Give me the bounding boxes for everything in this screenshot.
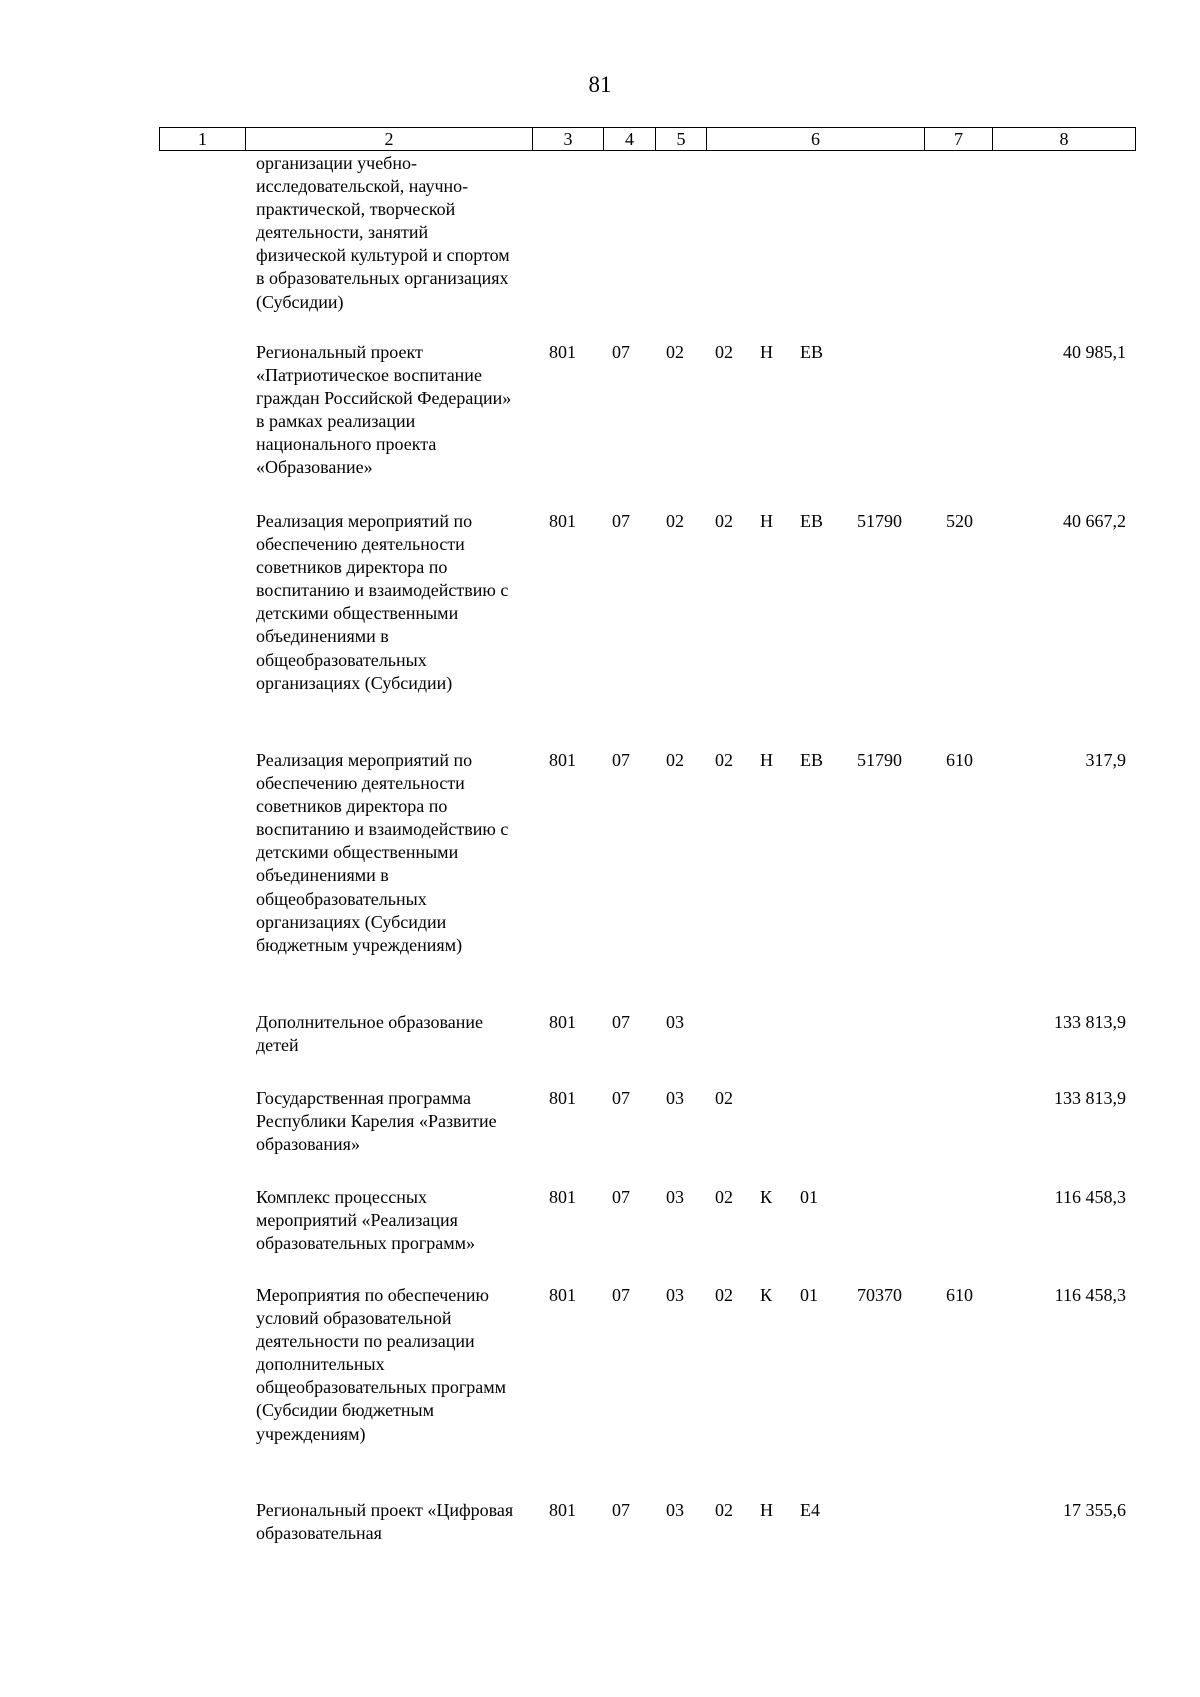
cell-admin-code: 801 (549, 342, 576, 362)
cell-direction: 70370 (857, 1285, 902, 1305)
table-header (159, 127, 1136, 151)
cell-section: 07 (612, 1187, 630, 1207)
cell-subsection: 03 (666, 1088, 684, 1108)
cell-program: 02 (715, 750, 733, 770)
row-description: Региональный проект «Патриотическое воспитание граждан Российской Федерации» в рамках реализации национального проекта «Образование» (256, 342, 512, 478)
cell-subprogram: К (760, 1187, 773, 1207)
cell-expense-type: 520 (946, 511, 973, 531)
cell-admin-code: 801 (549, 1285, 576, 1305)
cell-amount: 317,9 (1085, 750, 1126, 770)
cell-admin-code: 801 (549, 1012, 576, 1032)
cell-project: ЕВ (800, 511, 824, 531)
row-description: Реализация мероприятий по обеспечению деятельности советников директора по воспитанию и взаимодействию с детскими общественными объединениями в общеобразовательных организациях (Субсидии) (256, 511, 509, 693)
cell-project: ЕВ (800, 342, 824, 362)
cell-subsection: 03 (666, 1285, 684, 1305)
cell-subprogram: Н (760, 1500, 773, 1520)
page-number: 81 (588, 72, 612, 97)
cell-expense-type: 610 (946, 750, 973, 770)
row-description: Мероприятия по обеспечению условий образовательной деятельности по реализации дополнительных общеобразовательных программ (Субсидии бюджетным учреждениям) (256, 1285, 507, 1444)
cell-amount: 40 985,1 (1063, 342, 1126, 362)
header-col-6: 6 (707, 128, 925, 150)
cell-admin-code: 801 (549, 1500, 576, 1520)
cell-admin-code: 801 (549, 1187, 576, 1207)
cell-expense-type: 610 (946, 1285, 973, 1305)
cell-program: 02 (715, 511, 733, 531)
cell-admin-code: 801 (549, 1088, 576, 1108)
cell-subsection: 02 (666, 750, 684, 770)
header-col-5: 5 (656, 128, 707, 150)
cell-subsection: 03 (666, 1500, 684, 1520)
cell-section: 07 (612, 1500, 630, 1520)
header-col-2: 2 (246, 128, 533, 150)
header-col-4: 4 (604, 128, 656, 150)
cell-project: Е4 (800, 1500, 820, 1520)
cell-direction: 51790 (857, 750, 902, 770)
cell-amount: 116 458,3 (1054, 1285, 1126, 1305)
cell-subprogram: Н (760, 750, 773, 770)
cell-subprogram: Н (760, 342, 773, 362)
row-description: Реализация мероприятий по обеспечению деятельности советников директора по воспитанию и взаимодействию с детскими общественными объединениями в общеобразовательных организациях (Субсидии бюджетным учреждениям) (256, 750, 509, 955)
cell-amount: 116 458,3 (1054, 1187, 1126, 1207)
cell-amount: 133 813,9 (1054, 1012, 1126, 1032)
header-col-7: 7 (925, 128, 993, 150)
row-description: Региональный проект «Цифровая образовательная (256, 1500, 514, 1544)
cell-program: 02 (715, 1088, 733, 1108)
cell-amount: 40 667,2 (1063, 511, 1126, 531)
cell-section: 07 (612, 342, 630, 362)
cell-section: 07 (612, 511, 630, 531)
cell-program: 02 (715, 1187, 733, 1207)
cell-project: 01 (800, 1285, 818, 1305)
row-description: организации учебно-исследовательской, научно-практической, творческой деятельности, занятий физической культурой и спортом в образовательных организациях (Субсидии) (256, 153, 510, 312)
cell-direction: 51790 (857, 511, 902, 531)
cell-subsection: 02 (666, 342, 684, 362)
cell-project: ЕВ (800, 750, 824, 770)
cell-admin-code: 801 (549, 511, 576, 531)
header-col-8: 8 (1059, 129, 1069, 149)
cell-section: 07 (612, 1088, 630, 1108)
cell-project: 01 (800, 1187, 818, 1207)
cell-subsection: 02 (666, 511, 684, 531)
cell-amount: 17 355,6 (1063, 1500, 1126, 1520)
cell-section: 07 (612, 1285, 630, 1305)
header-col-3: 3 (533, 128, 604, 150)
row-description: Государственная программа Республики Карелия «Развитие образования» (256, 1088, 497, 1155)
cell-program: 02 (715, 1500, 733, 1520)
cell-subsection: 03 (666, 1187, 684, 1207)
cell-subprogram: К (760, 1285, 773, 1305)
cell-amount: 133 813,9 (1054, 1088, 1126, 1108)
row-description: Дополнительное образование детей (256, 1012, 483, 1056)
cell-subprogram: Н (760, 511, 773, 531)
header-col-1: 1 (160, 128, 246, 150)
cell-program: 02 (715, 342, 733, 362)
cell-admin-code: 801 (549, 750, 576, 770)
cell-section: 07 (612, 1012, 630, 1032)
cell-section: 07 (612, 750, 630, 770)
cell-program: 02 (715, 1285, 733, 1305)
cell-subsection: 03 (666, 1012, 684, 1032)
row-description: Комплекс процессных мероприятий «Реализация образовательных программ» (256, 1187, 475, 1254)
